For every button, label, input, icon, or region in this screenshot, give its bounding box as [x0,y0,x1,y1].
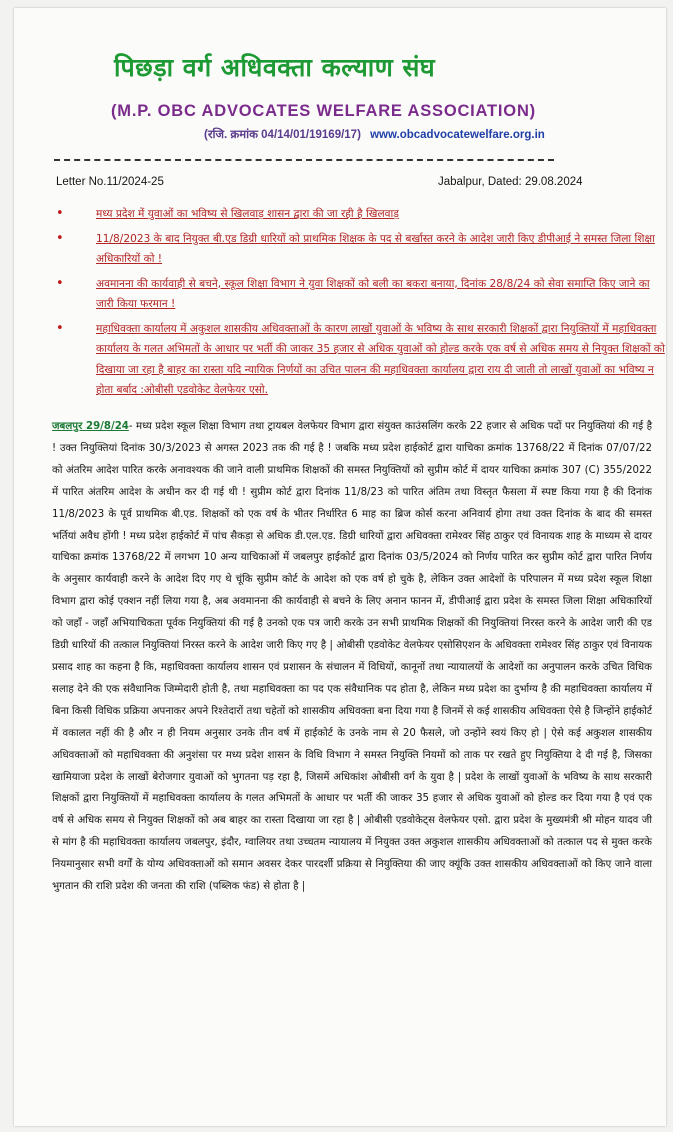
registration-line [204,127,545,142]
website-link[interactable]: www.obcadvocatewelfare.org.in [370,129,545,141]
organization-title: पिछड़ा वर्ग अधिवक्ता कल्याण संघ [114,53,436,82]
bullet-icon: • [56,275,64,291]
body-dateline: जबलपुर 29/8/24 [52,421,129,432]
headline-bullets [40,204,670,405]
header-divider [54,159,554,161]
bullet-item [40,319,670,401]
bullet-icon: • [56,230,64,246]
registration-number: (रजि. क्रमांक 04/14/01/19169/17) [204,129,361,141]
letter-body [52,416,652,898]
letter-meta [56,176,616,188]
bullet-item [40,274,670,315]
bullet-icon: • [56,320,64,336]
organization-subtitle: (M.P. OBC ADVOCATES WELFARE ASSOCIATION) [111,102,536,120]
body-paragraph: - मध्य प्रदेश स्कूल शिक्षा विभाग तथा ट्रायबल वेलफेयर विभाग द्वारा संयुक्त काउंसलिंग करके 22 हजार से अधिक पदों पर नियुक्तियां की गई है ! उक्त नियुक्तियां दिनांक 30/3/2023 से अगस्त 2023 तक की गई है ! जबकि मध्य प्रदेश हाईकोर्ट द्वारा याचिका क्रमांक 13768/22 में दिनांक 07/07/22 को अंतरिम आदेश पारित करके अनावश्यक की जाने वाली प्राथमिक शिक्षकों की समस्त नियुक्तियों को सुप्रीम कोर्ट में दायर याचिका क्रमांक 307 (C) 355/2022 में पारित अंतरिम आदेश के अधीन कर दी गई थी ! सुप्रीम कोर्ट द्वारा दिनांक 11/8/23 को पारित अंतिम तथा विस्तृत फैसला में स्पष्ट किया गया है की दिनांक 11/8/2023 के पूर्व प्राथमिक बी.एड. शिक्षकों को एक वर्ष के भीतर निर्धारित 6 माह का ब्रिज कोर्स करना अनिवार्य होगा तथा उक्त दिनांक के बाद की समस्त भर्तियां अवैध होंगी ! मध्य प्रदेश हाईकोर्ट में पांच सैकड़ा से अधिक डी.एल.एड. डिग्री धारियों द्वारा अधिवक्ता रामेश्वर सिंह ठाकुर एवं विनायक शाह के माध्यम से दायर याचिका क्रमांक 13768/22 में लगभग 10 अन्य याचिकाओं में जबलपुर हाईकोर्ट द्वारा दिनांक 03/5/2024 को निर्णय पारित कर सुप्रीम कोर्ट द्वारा पारित निर्णय के अनुसार कार्यवाही करने के आदेश दिए गए थे चूंकि सुप्रीम कोर्ट के आदेश को एक वर्ष हो चुके है, लेकिन उक्त आदेशों के परिपालन में मध्य प्रदेश स्कूल शिक्षा विभाग द्वारा कोई एक्शन नहीं लिया गया है, अब अवमानना की कार्यवाही से बचने के लिए अनान फानन में, डीपीआई द्वारा प्रदेश के समस्त जिला शिक्षा अधिकारियों को जहाँ - जहाँ अभियाचिकता पूर्वक नियुक्तियां की गई है उनको एक पत्र जारी करके उन सभी प्राथमिक शिक्षकों की नियुक्तियां निरस्त करने के आदेश जारी की एड डिग्री धारियों की तत्काल नियुक्तियां निरस्त करने के आदेश जारी किए गए है | ओबीसी एडवोकेट वेलफेयर एसोसिएशन के अधिवक्ता रामेश्वर सिंह ठाकुर एवं विनायक प्रसाद शाह का कहना है कि, महाधिवक्ता कार्यालय शासन एवं प्रशासन के संचालन में विधियों, कानूनों तथा न्यायालयों के आदेशों का अनुपालन करके उचित विधिक सलाह देने की एक संवैधानिक जिम्मेदारी होती है, तथा महाधिवक्ता का पद एक संवैधानिक पद होता है, लेकिन मध्य प्रदेश का दुर्भाग्य है की महाधिवक्ता कार्यालय में बिना किसी विधिक प्रक्रिया अपनाकर अपने रिश्तेदारों तथा चहेतों को शासकीय अधिवक्ता बना दिया गया है जिनमें से कई शासकीय अधिवक्ता ऐसे है जिन्होंने हाईकोर्ट में वकालत नहीं की है और न ही नियम अनुसार उनके तीन वर्ष में हाईकोर्ट के उनके नाम से 20 फैसले, जो उन्होंने स्वयं किए हो | ऐसे कई अकुशल शासकीय अधिवक्ताओं को महाधिवक्ता की अनुशंसा पर मध्य प्रदेश शासन के विधि विभाग ने समस्त नियुक्ति नियमों को ताक पर रखते हुए नियुक्तिया दे दी गई है, जिसका खामियाजा प्रदेश के लाखों बेरोजगार युवाओं को भुगतना पड़ रहा है, जिसमें अधिकांश ओबीसी वर्ग के युवा है | प्रदेश के लाखों युवाओं के भविष्य के साथ सरकारी शिक्षकों द्वारा नियुक्तियों में महाधिवक्ता कार्यालय के गलत अभिमतों के आधार पर भर्ती की जाकर 35 हजार से अधिक युवाओं को होल्ड कर दिया गया है एवं एक वर्ष से अधिक समय से नियुक्त शिक्षकों को अब बाहर का रास्ता दिखाया जा रहा है | ओबीसी एडवोकेट्स वेलफेयर एसो. द्वारा प्रदेश के मुख्यमंत्री श्री मोहन यादव जी से मांग है की महाधिवक्ता कार्यालय जबलपुर, इंदौर, ग्वालियर तथा उच्चतम न्यायालय में नियुक्त उक्त अकुशल शासकीय अधिवक्ताओं को तत्काल पद से मुक्त करके नियमानुसार सभी वर्गों के योग्य अधिवक्ताओं को समान अवसर देकर पारदर्शी प्रक्रिया से नियुक्तिया की जाए क्यूंकि उक्त शासकीय अधिवक्ताओं को किए जाने वाला भुगतान की राशि प्रदेश की जनता की राशि (पब्लिक फंड) से होता है | [52,421,652,893]
bullet-text: मध्य प्रदेश में युवाओं का भविष्य से खिलवाड़ शासन द्वारा की जा रही है खिलवाड़ [96,208,399,220]
bullet-item [40,229,670,270]
letter-place-date: Jabalpur, Dated: 29.08.2024 [438,176,583,188]
letter-number: Letter No.11/2024-25 [56,176,164,188]
bullet-item [40,204,670,225]
bullet-text: महाधिवक्ता कार्यालय में अकुशल शासकीय अधिवक्ताओं के कारण लाखों युवाओं के भविष्य के साथ सरकारी शिक्षकों द्वारा नियुक्तियों में महाधिवक्ता कार्यालय के गलत अभिमतों के आधार पर भर्ती की जाकर 35 हजार से अधिक युवाओं को होल्ड करके एक वर्ष से अधिक समय से नियुक्त शिक्षकों को दिखाया जा रहा है बाहर का रास्ता यदि न्यायिक निर्णयों का उचित पालन की महाधिवक्ता कार्यालय द्वारा राय दी जाती तो लाखों युवाओं का भविष्य न होता बर्बाद :ओबीसी एडवोकेट वेलफेयर एसो. [96,322,665,396]
letter-page [14,8,666,1126]
bullet-text: अवमानना की कार्यवाही से बचने, स्कूल शिक्षा विभाग ने युवा शिक्षकों को बली का बकरा बनाया, दिनांक 28/8/24 को सेवा समाप्ति किए जाने का जारी किया फरमान ! [96,277,650,310]
bullet-text: 11/8/2023 के बाद नियुक्त बी.एड डिग्री धारियों को प्राथमिक शिक्षक के पद से बर्खास्त करने के आदेश जारी किए डीपीआई ने समस्त जिला शिक्षा अधिकारियों को ! [96,232,655,265]
bullet-icon: • [56,206,64,221]
